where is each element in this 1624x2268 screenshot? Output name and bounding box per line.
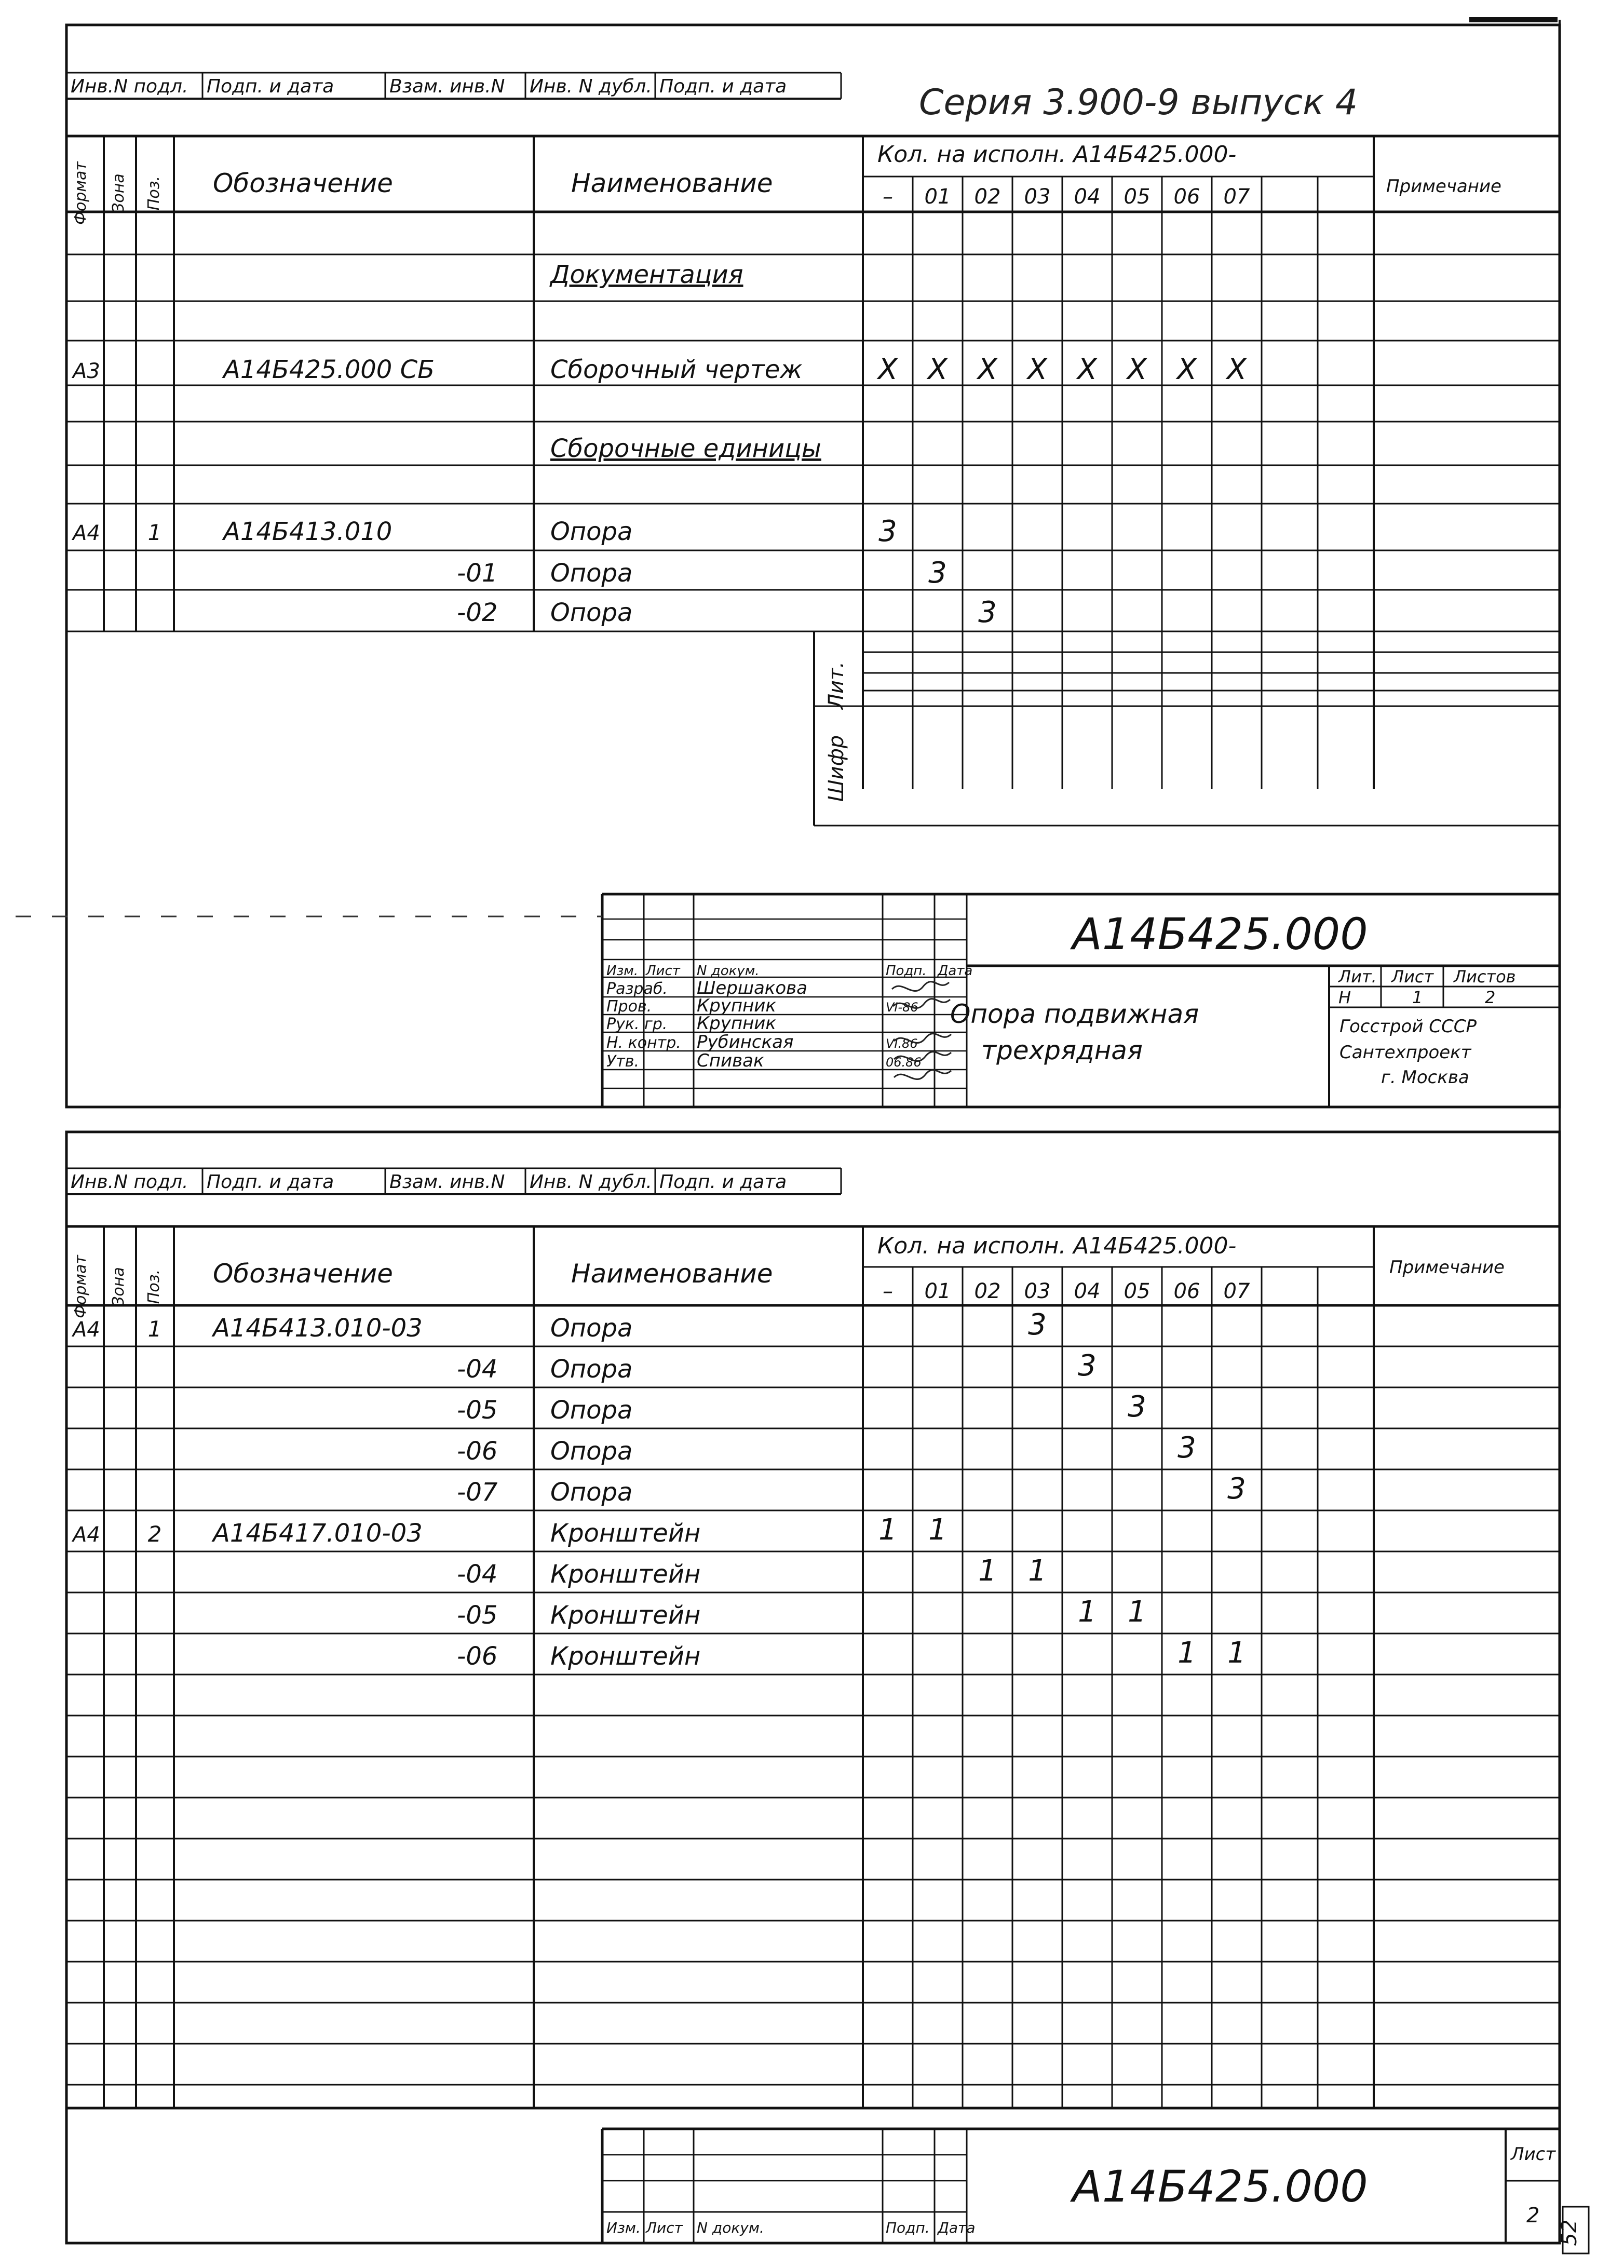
- row2-name: Кронштейн: [550, 1601, 701, 1630]
- header2-note: Примечание: [1389, 1257, 1505, 1278]
- header-note: Примечание: [1386, 176, 1501, 197]
- row2-designation: А14Б417.010-03: [213, 1519, 423, 1548]
- archive2-archive-inv-orig: Инв.N подл.: [71, 1171, 188, 1193]
- variant-col-3: 03: [1024, 185, 1051, 209]
- row2-name: Опора: [550, 1437, 633, 1466]
- row2-qty: 1: [878, 1513, 897, 1547]
- variant2-col-0: –: [883, 1279, 893, 1303]
- stamp1-lit-value: Н: [1338, 988, 1351, 1007]
- row2-name: Опора: [550, 1314, 633, 1343]
- row2-qty: 1: [928, 1513, 947, 1547]
- row-designation: А14Б413.010: [223, 517, 393, 546]
- variant2-col-2: 02: [974, 1279, 1001, 1303]
- row-format: А4: [73, 521, 100, 545]
- variant-col-2: 02: [974, 185, 1001, 209]
- variant-col-7: 07: [1223, 185, 1250, 209]
- variant2-col-1: 01: [924, 1279, 951, 1303]
- stamp1-sheet-value: 1: [1412, 988, 1423, 1007]
- variant2-col-7: 07: [1223, 1279, 1250, 1303]
- row2-qty: 1: [978, 1554, 997, 1588]
- row-name: Сборочные единицы: [550, 434, 821, 463]
- stamp2-rev-header: Лист: [646, 2219, 683, 2236]
- stamp1-role: Н. контр.: [606, 1034, 681, 1052]
- stamp1-rev-header: Лист: [646, 963, 680, 979]
- stamp1-person: Крупник: [697, 1013, 776, 1034]
- stamp1-date: 06.86: [886, 1055, 922, 1070]
- row2-qty: 3: [1128, 1390, 1146, 1424]
- row2-qty: 1: [1178, 1636, 1196, 1670]
- row2-format: А4: [73, 1523, 100, 1547]
- row-qty: 3: [878, 515, 897, 548]
- header2-pos: Поз.: [145, 1269, 163, 1304]
- row2-designation: А14Б413.010-03: [213, 1314, 423, 1343]
- stamp1-title-2: трехрядная: [981, 1035, 1143, 1065]
- stamp1-date: VI.86: [886, 1036, 918, 1051]
- row2-name: Опора: [550, 1355, 633, 1384]
- stamp1-lit-head: Лит.: [1338, 967, 1377, 987]
- row-qty: X: [1226, 353, 1247, 386]
- stamp2-rev-header: N докум.: [697, 2219, 764, 2236]
- variant-col-5: 05: [1124, 185, 1151, 209]
- header2-format: Формат: [72, 1255, 90, 1318]
- header-qty-title: Кол. на исполн. А14Б425.000-: [877, 141, 1237, 168]
- archive-inv-dup: Инв. N дубл.: [530, 76, 652, 97]
- stamp1-org-3: г. Москва: [1381, 1067, 1469, 1088]
- archive2-archive-replace-inv: Взам. инв.N: [389, 1171, 505, 1193]
- stamp2-rev-header: Дата: [938, 2219, 976, 2236]
- row-qty: X: [877, 353, 898, 386]
- row-name: Опора: [550, 559, 633, 588]
- row2-name: Опора: [550, 1396, 633, 1425]
- stamp1-org-1: Госстрой СССР: [1339, 1016, 1477, 1037]
- stamp1-role: Пров.: [606, 997, 652, 1016]
- archive-sign-date: Подп. и дата: [207, 76, 334, 97]
- variant2-col-5: 05: [1124, 1279, 1151, 1303]
- signature-scribble: [892, 982, 949, 991]
- row-qty: X: [1176, 353, 1197, 386]
- sheet2-frame: [66, 1132, 1560, 2243]
- row2-qty: 3: [1078, 1349, 1097, 1383]
- archive2-archive-inv-dup: Инв. N дубл.: [530, 1171, 652, 1193]
- row2-designation: -07: [457, 1478, 498, 1507]
- row-qty: X: [1077, 353, 1098, 386]
- stamp1-rev-header: Изм.: [606, 963, 639, 979]
- stamp1-doc-number: А14Б425.000: [1072, 909, 1368, 960]
- archive-inv-orig: Инв.N подл.: [71, 76, 188, 97]
- stamp1-role: Рук. гр.: [606, 1015, 668, 1033]
- row2-format: А4: [73, 1318, 100, 1342]
- row-qty: 3: [928, 556, 947, 590]
- row-qty: X: [977, 353, 998, 386]
- row2-name: Опора: [550, 1478, 633, 1507]
- row-pos: 1: [147, 520, 162, 545]
- row2-qty: 1: [1078, 1595, 1097, 1629]
- row-qty: X: [927, 353, 948, 386]
- stamp1-rev-header: Подп.: [886, 963, 927, 979]
- stamp1-title-1: Опора подвижная: [950, 999, 1199, 1029]
- variant-col-1: 01: [924, 185, 951, 209]
- variant-col-6: 06: [1173, 185, 1200, 209]
- row2-qty: 3: [1227, 1472, 1246, 1506]
- row2-designation: -06: [457, 1437, 498, 1466]
- row2-qty: 3: [1028, 1308, 1047, 1342]
- row-qty: 3: [978, 596, 997, 629]
- stamp2-rev-header: Изм.: [606, 2219, 641, 2236]
- row2-qty: 1: [1028, 1554, 1047, 1588]
- row-qty: X: [1027, 353, 1048, 386]
- header2-designation: Обозначение: [213, 1259, 393, 1289]
- row-name: Опора: [550, 598, 633, 627]
- stamp1-sheets-value: 2: [1485, 988, 1496, 1007]
- page-corner-number: 52: [1558, 2219, 1581, 2246]
- row2-qty: 1: [1227, 1636, 1246, 1670]
- header2-name: Наименование: [571, 1259, 773, 1289]
- row2-pos: 1: [147, 1316, 162, 1342]
- row-designation: А14Б425.000 СБ: [223, 355, 435, 384]
- stamp2-rev-header: Подп.: [886, 2219, 930, 2236]
- stamp1-person: Крупник: [697, 995, 776, 1016]
- row2-designation: -06: [457, 1642, 498, 1671]
- archive-sign-date-2: Подп. и дата: [659, 76, 787, 97]
- row-name: Документация: [550, 260, 743, 289]
- signature-scribble: [894, 1070, 951, 1079]
- row2-designation: -04: [457, 1560, 498, 1589]
- stamp1-sheet-head: Лист: [1391, 967, 1434, 987]
- row2-name: Кронштейн: [550, 1519, 701, 1548]
- stamp2-doc-number: А14Б425.000: [1072, 2161, 1368, 2212]
- stamp1-person: Шершакова: [697, 978, 808, 998]
- row2-name: Кронштейн: [550, 1560, 701, 1589]
- stamp1-role: Разраб.: [606, 980, 668, 998]
- stamp1-rev-header: Дата: [938, 963, 973, 979]
- header-pos: Поз.: [145, 176, 163, 211]
- stamp2-sheet-value: 2: [1526, 2204, 1540, 2228]
- row-name: Опора: [550, 517, 633, 546]
- variant-col-4: 04: [1074, 185, 1101, 209]
- row-qty: X: [1127, 353, 1147, 386]
- stamp1-person: Спивак: [697, 1050, 764, 1071]
- stamp1-date: VI-86: [886, 1000, 918, 1015]
- stamp1-person: Рубинская: [697, 1032, 794, 1052]
- row2-designation: -04: [457, 1355, 498, 1384]
- variant2-col-6: 06: [1173, 1279, 1200, 1303]
- header2-qty-title: Кол. на исполн. А14Б425.000-: [877, 1233, 1237, 1259]
- header-format: Формат: [72, 161, 90, 225]
- row2-name: Кронштейн: [550, 1642, 701, 1671]
- row2-pos: 2: [147, 1521, 162, 1547]
- variant-col-0: –: [883, 185, 893, 209]
- row2-qty: 3: [1178, 1431, 1196, 1465]
- row2-designation: -05: [457, 1396, 498, 1425]
- cipher-label: Шифр: [824, 735, 848, 802]
- stamp1-sheets-head: Листов: [1454, 967, 1516, 987]
- row-designation: -01: [457, 559, 498, 588]
- row2-designation: -05: [457, 1601, 498, 1630]
- stamp1-rev-header: N докум.: [697, 963, 760, 979]
- stamp2-sheet-head: Лист: [1511, 2144, 1556, 2165]
- archive2-archive-sign-date-2: Подп. и дата: [659, 1171, 787, 1193]
- lit-label: Лит.: [824, 661, 848, 710]
- series-title: Серия 3.900-9 выпуск 4: [919, 82, 1358, 123]
- header-name: Наименование: [571, 168, 773, 198]
- header-zone: Зона: [110, 173, 128, 213]
- stamp1-org-2: Сантехпроект: [1339, 1042, 1471, 1063]
- row-name: Сборочный чертеж: [550, 355, 803, 384]
- row2-qty: 1: [1128, 1595, 1146, 1629]
- header-designation: Обозначение: [213, 168, 393, 198]
- variant2-col-4: 04: [1074, 1279, 1101, 1303]
- row-designation: -02: [457, 598, 498, 627]
- row-format: А3: [73, 359, 100, 383]
- variant2-col-3: 03: [1024, 1279, 1051, 1303]
- archive-replace-inv: Взам. инв.N: [389, 76, 505, 97]
- stamp1-role: Утв.: [606, 1052, 639, 1071]
- archive2-archive-sign-date: Подп. и дата: [207, 1171, 334, 1193]
- header2-zone: Зона: [110, 1267, 128, 1306]
